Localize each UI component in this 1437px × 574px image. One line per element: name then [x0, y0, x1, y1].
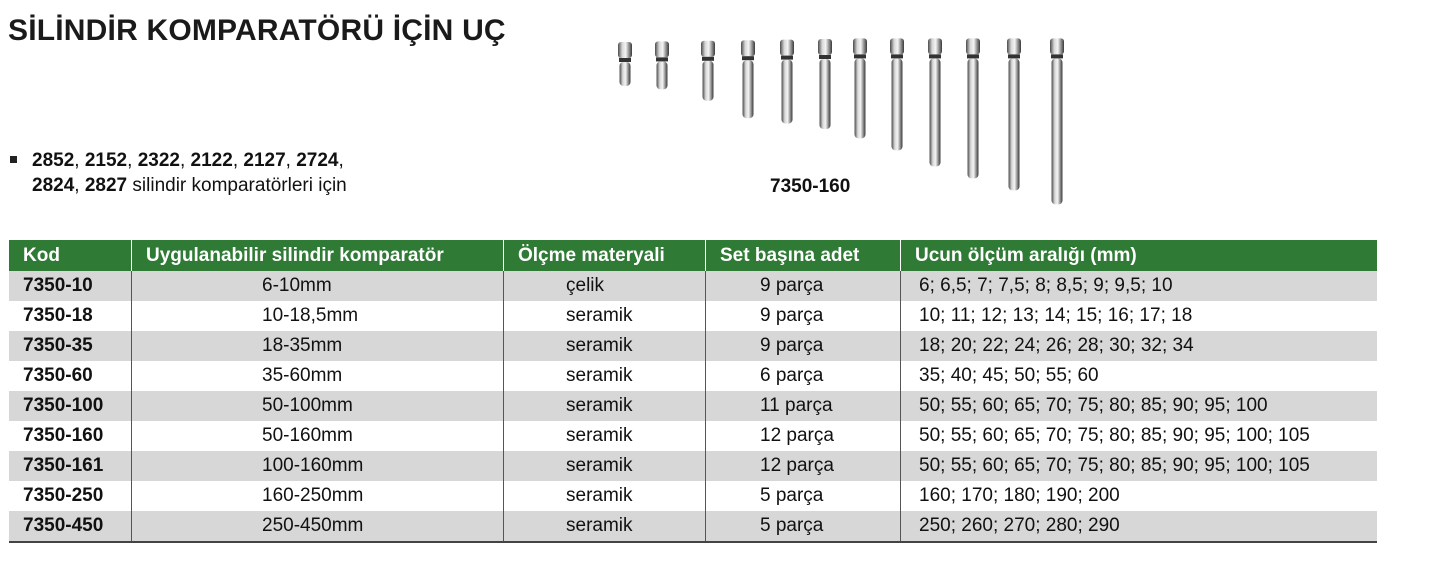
column-header-code: Kod — [23, 244, 60, 266]
column-header-applicable-comparator: Uygulanabilir silindir komparatör — [132, 240, 504, 271]
cell-measuring-material: seramik — [504, 301, 706, 331]
cell-applicable-comparator: 250-450mm — [132, 511, 504, 542]
note-line-1: 2852, 2152, 2322, 2122, 2127, 2724, — [32, 150, 344, 171]
cell-measuring-material: seramik — [504, 481, 706, 511]
page-title: SİLİNDİR KOMPARATÖRÜ İÇİN UÇ — [8, 14, 506, 47]
column-header-measuring-range: Ucun ölçüm aralığı (mm) — [901, 240, 1378, 271]
cell-code: 7350-161 — [23, 455, 104, 476]
table-row — [9, 451, 1377, 481]
note-suffix: silindir komparatörleri için — [132, 175, 347, 196]
cell-measuring-range: 50; 55; 60; 65; 70; 75; 80; 85; 90; 95; 100 — [901, 391, 1378, 421]
probe-tip — [1050, 38, 1064, 204]
cell-applicable-comparator: 50-100mm — [132, 391, 504, 421]
cell-pieces-per-set: 9 parça — [706, 301, 901, 331]
probe-tip — [966, 38, 980, 178]
cell-code: 7350-10 — [23, 275, 93, 296]
cell-measuring-material: seramik — [504, 451, 706, 481]
cell-code: 7350-60 — [23, 365, 93, 386]
cell-measuring-range: 50; 55; 60; 65; 70; 75; 80; 85; 90; 95; 100; 105 — [901, 451, 1378, 481]
model-number: 2122 — [190, 150, 233, 171]
table-row — [9, 391, 1377, 421]
cell-measuring-material: çelik — [504, 271, 706, 301]
table-row — [9, 331, 1377, 361]
probe-tip — [1007, 38, 1021, 190]
model-number: 2127 — [243, 150, 286, 171]
cell-measuring-material: seramik — [504, 391, 706, 421]
cell-pieces-per-set: 11 parça — [706, 391, 901, 421]
cell-measuring-range: 250; 260; 270; 280; 290 — [901, 511, 1378, 542]
cell-measuring-material: seramik — [504, 331, 706, 361]
cell-measuring-range: 160; 170; 180; 190; 200 — [901, 481, 1378, 511]
specifications-table — [9, 240, 1377, 543]
cell-measuring-range: 6; 6,5; 7; 7,5; 8; 8,5; 9; 9,5; 10 — [901, 271, 1378, 301]
cell-pieces-per-set: 12 parça — [706, 451, 901, 481]
cell-code: 7350-250 — [23, 485, 104, 506]
probe-tip — [618, 42, 632, 86]
table-row — [9, 421, 1377, 451]
cell-measuring-range: 18; 20; 22; 24; 26; 28; 30; 32; 34 — [901, 331, 1378, 361]
model-number: 2827 — [84, 175, 128, 196]
image-caption: 7350-160 — [770, 176, 851, 197]
cell-pieces-per-set: 6 parça — [706, 361, 901, 391]
cell-pieces-per-set: 5 parça — [706, 481, 901, 511]
cell-applicable-comparator: 10-18,5mm — [132, 301, 504, 331]
model-number: 2824 — [32, 175, 75, 196]
cell-applicable-comparator: 50-160mm — [132, 421, 504, 451]
probe-tip — [853, 38, 867, 138]
probe-tip — [780, 40, 794, 124]
cell-applicable-comparator: 160-250mm — [132, 481, 504, 511]
table-row — [9, 301, 1377, 331]
model-number: 2724 — [296, 150, 339, 171]
cell-code: 7350-450 — [23, 515, 104, 536]
table-row — [9, 271, 1377, 301]
cell-pieces-per-set: 9 parça — [706, 331, 901, 361]
probe-tip — [655, 41, 669, 89]
column-header-measuring-material: Ölçme materyali — [504, 240, 706, 271]
cell-applicable-comparator: 35-60mm — [132, 361, 504, 391]
cell-applicable-comparator: 100-160mm — [132, 451, 504, 481]
cell-measuring-material: seramik — [504, 511, 706, 542]
probe-tip — [741, 40, 755, 118]
column-header-pieces-per-set: Set başına adet — [706, 240, 901, 271]
cell-measuring-material: seramik — [504, 361, 706, 391]
table-row — [9, 481, 1377, 511]
probe-tip — [890, 38, 904, 150]
probe-tip — [928, 38, 942, 166]
table-header-row — [9, 240, 1377, 271]
cell-pieces-per-set: 12 parça — [706, 421, 901, 451]
cell-applicable-comparator: 18-35mm — [132, 331, 504, 361]
cell-applicable-comparator: 6-10mm — [132, 271, 504, 301]
probe-tip — [818, 39, 832, 129]
model-number: 2852 — [32, 150, 75, 171]
cell-code: 7350-160 — [23, 425, 104, 446]
cell-pieces-per-set: 5 parça — [706, 511, 901, 542]
cell-measuring-range: 10; 11; 12; 13; 14; 15; 16; 17; 18 — [901, 301, 1378, 331]
note-line-2: 2824, 2827 silindir komparatörleri için — [32, 175, 347, 196]
compatible-models-note — [32, 148, 347, 198]
cell-pieces-per-set: 9 parça — [706, 271, 901, 301]
cell-code: 7350-18 — [23, 305, 93, 326]
model-number: 2152 — [84, 150, 128, 171]
cell-code: 7350-35 — [23, 335, 93, 356]
model-number: 2322 — [137, 150, 180, 171]
bullet-marker — [10, 156, 17, 163]
probe-tip — [701, 41, 715, 101]
cell-measuring-material: seramik — [504, 421, 706, 451]
cell-measuring-range: 50; 55; 60; 65; 70; 75; 80; 85; 90; 95; 100; 105 — [901, 421, 1378, 451]
table-row — [9, 361, 1377, 391]
cell-code: 7350-100 — [23, 395, 104, 416]
table-row — [9, 511, 1377, 542]
cell-measuring-range: 35; 40; 45; 50; 55; 60 — [901, 361, 1378, 391]
